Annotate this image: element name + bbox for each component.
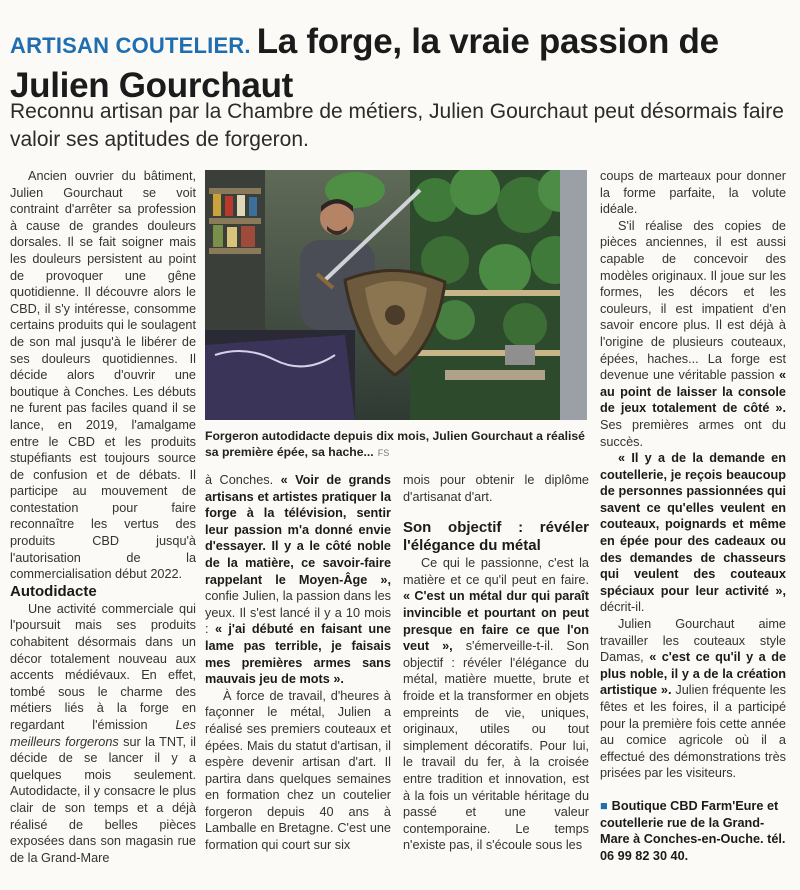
col1-paragraph-2 bbox=[10, 601, 196, 867]
column-2 bbox=[205, 472, 391, 854]
col2-paragraph-2: À force de travail, d'heures à façonner le métal, Julien a réalisé ses premiers couteaux et épées. Mais du statut d'artisan, il espère devenir artisan d'art. Il partira dans quelques semaines en formation chez un coutelier forgeron depuis 40 ans à Lamballe en Bretagne. C'est une formation qui court sur six bbox=[205, 688, 391, 853]
column-4 bbox=[600, 168, 786, 782]
col3-paragraph-1: mois pour obtenir le diplôme d'artisanat d'art. bbox=[403, 473, 589, 504]
tv-show-title: Les meilleurs forgerons bbox=[10, 718, 197, 749]
col3-p2-text-b: s'émerveille-t-il. Son objectif : révéler l'élégance du métal, matière muette, brute et froide et la transformer en objets empreints de vie, uniques, originaux, utiles ou tout simplement décoratifs. Pour lui, le travail du fer, à la croisée entre tradition et innovation, est à la fois un véritable héritage du passé et une valeur contemporaine. Le temps n'existe pas, il s'écoule sous les bbox=[403, 639, 590, 853]
lede: Reconnu artisan par la Chambre de métiers, Julien Gourchaut peut désormais faire valoir ses aptitudes de forgeron. bbox=[10, 100, 784, 151]
col1-p2-text-a: Une activité commerciale qui l'poursuit mais ses produits cohabitent désormais dans un décor totalement nouveau aux accents médiévaux. En effet, tombé sous le charme des métiers liés à la forge en regardant l'émission bbox=[10, 601, 196, 732]
square-bullet-icon: ■ bbox=[600, 799, 608, 813]
col2-p1-text-b: confie Julien, la passion dans les yeux. Il s'est lancé il y a 10 mois : bbox=[205, 589, 391, 637]
col2-paragraph-1 bbox=[205, 472, 391, 688]
col4-paragraph-3 bbox=[600, 450, 786, 616]
shop-info-text: Boutique CBD Farm'Eure et coutellerie rue de la Grand-Mare à Conches-en-Ouche. tél. 06 99 82 30 40. bbox=[600, 799, 786, 863]
headline bbox=[10, 22, 790, 106]
quote-metal: « C'est un métal dur qui paraît invincible et pourtant on peut presque en faire ce que l'on veut », bbox=[403, 589, 589, 654]
col1-p2-text-b: sur la TNT, il décide de se lancer il y a quelques mois seulement. Autodidacte, il y consacre le plus clair de son temps et a déjà réalisé de belles pièces exposées dans son magasin rue de la Grand-Mare bbox=[10, 734, 196, 865]
col4-p3-text-b: décrit-il. bbox=[600, 600, 645, 615]
quote-console: « au point de laisser la console de jeux totalement de côté ». bbox=[600, 368, 786, 416]
col4-p2-text-b: Ses premières armes ont du succès. bbox=[600, 417, 786, 449]
col4-p2-text-a: S'il réalise des copies de pièces anciennes, il est aussi capable de concevoir des modèles originaux. Il joue sur les formes, les décors et les couleurs, il est impatient d'en savoir encore plus. Il est déjà à l'origine de plusieurs couteaux, épées, haches... La forge est devenue une véritable passion bbox=[600, 218, 786, 383]
col4-p4-text-a: Julien Gourchaut aime travailler les couteaux style Damas, bbox=[600, 617, 786, 665]
col2-p1-text-a: à Conches. bbox=[205, 473, 274, 487]
subhead-autodidacte: Autodidacte bbox=[10, 582, 97, 600]
quote-demande: « Il y a de la demande en coutellerie, je reçois beaucoup de personnes passionnées qui savent ce qu'elles veulent en couteaux, poignards et même en épée pour des cadeaux ou des demandes de chasseurs qui veulent des couteaux spéciaux pour leur activité », bbox=[600, 451, 786, 598]
caption-text: Forgeron autodidacte depuis dix mois, Julien Gourchaut a réalisé sa première épée, sa hache... bbox=[205, 429, 585, 459]
col3-paragraph-2 bbox=[403, 555, 589, 854]
subhead-objectif: Son objectif : révéler l'élégance du métal bbox=[403, 519, 589, 555]
column-3 bbox=[403, 472, 589, 854]
forge-photo-illustration bbox=[205, 170, 587, 420]
column-1 bbox=[10, 168, 196, 866]
col4-paragraph-1: coups de marteaux pour donner la forme parfaite, la volute idéale. bbox=[600, 169, 786, 217]
photo-credit: FS bbox=[377, 448, 390, 458]
col4-paragraph-2 bbox=[600, 218, 786, 450]
col3-p2-text-a: Ce qui le passionne, c'est la matière et ce qu'il peut en faire. bbox=[403, 556, 589, 587]
quote-television: « Voir de grands artisans et artistes pratiquer la forge à la télévision, sentir leur passion m'a donné envie d'essayer. Il y a le côté noble de la matière, ce savoir-faire rappelant le Moyen-Âge », bbox=[205, 473, 391, 587]
col4-paragraph-4 bbox=[600, 616, 786, 782]
kicker: ARTISAN COUTELIER. bbox=[10, 33, 251, 58]
article-photo bbox=[205, 170, 587, 420]
quote-damas: « c'est ce qu'il y a de plus noble, il y a de la création artistique ». bbox=[600, 650, 787, 698]
col4-p4-text-b: Julien fréquente les fêtes et les foires, il a participé pour la première fois cette année au comice agricole où il a effectué des démonstrations très prisées par les visiteurs. bbox=[600, 683, 787, 781]
photo-caption bbox=[205, 428, 587, 461]
quote-first-blade: « j'ai débuté en faisant une lame pas terrible, je faisais mes premières armes sans mauvais jeu de mots ». bbox=[205, 622, 391, 687]
col1-paragraph-1: Ancien ouvrier du bâtiment, Julien Gourchaut se voit contraint d'arrêter sa profession à cause de grandes douleurs dorsales. Il se fait soigner mais les douleurs persistent au point de provoquer une gêne quotidienne. Il découvre alors le CBD, il s'y intéresse, consomme certains produits qui le soulagent de son mal jusqu'à le libérer de ses douleurs quotidiennes. Il décide alors d'ouvrir une boutique à Conches. Les débuts ne furent pas faciles quand il se lance, en 2019, l'amalgame entre le CBD et les produits stupéfiants est toujours source de confusion et de débats. Il participe au mouvement de contestation pour faire reconnaître les vertus des produits CBD jusqu'à l'autorisation de la commercialisation début 2022. bbox=[10, 169, 196, 582]
page-title: La forge, la vraie passion de Julien Gourchaut bbox=[10, 22, 719, 105]
shop-info-box bbox=[600, 798, 788, 864]
